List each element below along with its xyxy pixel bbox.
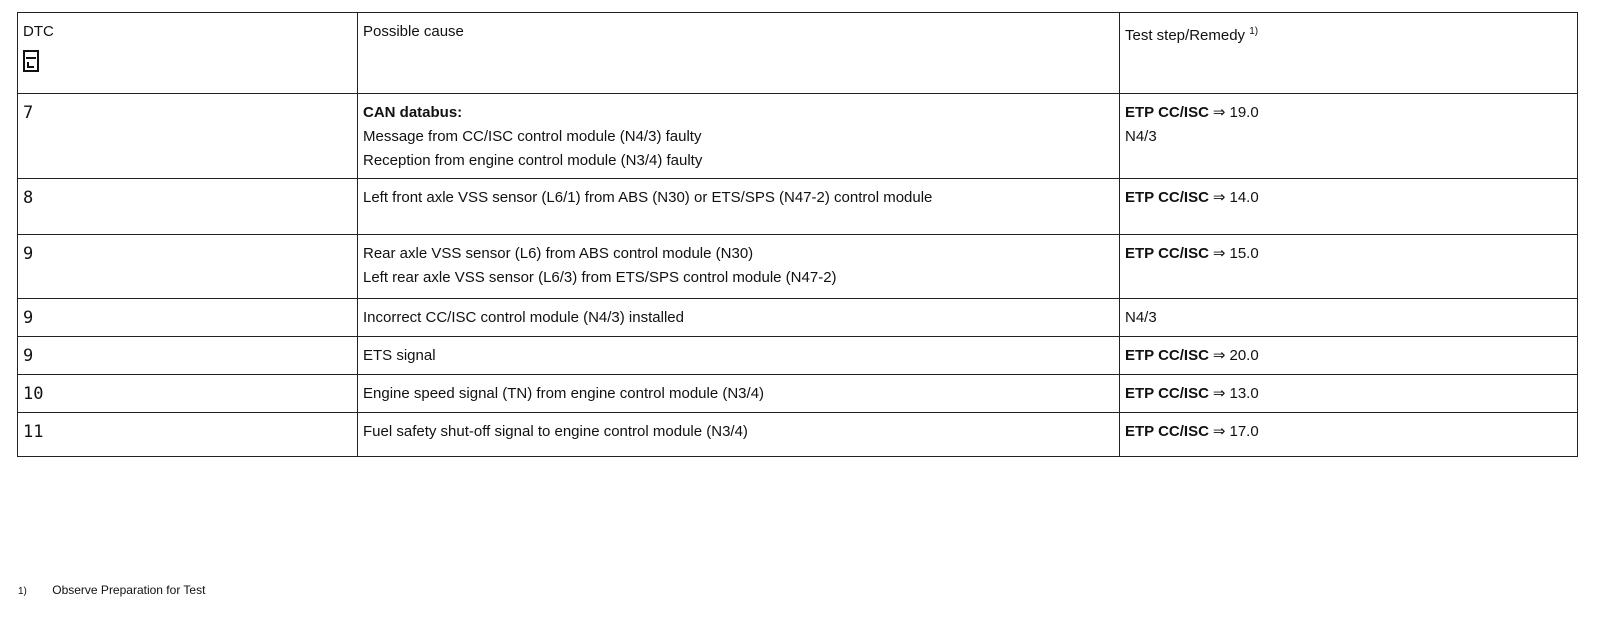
- cause-title: CAN databus:: [363, 104, 463, 121]
- cause-line: Left front axle VSS sensor (L6/1) from ABS (N30) or ETS/SPS (N47-2) control module: [363, 189, 933, 206]
- double-arrow-right-icon: ⇒: [1212, 385, 1226, 402]
- cause-line: Left rear axle VSS sensor (L6/3) from ETS/SPS control module (N47-2): [363, 269, 837, 286]
- remedy-step-line: [1125, 382, 1572, 406]
- double-arrow-right-icon: ⇒: [1212, 347, 1226, 364]
- cause-line: Reception from engine control module (N3/4) faulty: [363, 152, 703, 169]
- remedy-step-number: 19.0: [1229, 104, 1259, 121]
- dtc-code: 11: [23, 422, 44, 442]
- remedy-step-number: 17.0: [1229, 423, 1259, 440]
- header-cause: [358, 13, 1120, 94]
- remedy-label: ETP CC/ISC: [1125, 189, 1209, 206]
- footnote-text: Observe Preparation for Test: [52, 583, 206, 597]
- remedy-step-line: [1125, 242, 1572, 266]
- header-remedy: [1120, 13, 1578, 94]
- table-row: [18, 299, 1578, 337]
- dtc-cell: [18, 413, 358, 457]
- remedy-cell: [1120, 413, 1578, 457]
- table-header-row: [18, 13, 1578, 94]
- remedy-step-number: 15.0: [1229, 245, 1259, 262]
- remedy-step-number: 20.0: [1229, 347, 1259, 364]
- remedy-step-line: [1125, 344, 1572, 368]
- footnote: [18, 583, 205, 597]
- table-row: [18, 235, 1578, 299]
- remedy-label: ETP CC/ISC: [1125, 245, 1209, 262]
- dtc-code: 9: [23, 244, 34, 264]
- cause-line: Fuel safety shut-off signal to engine control module (N3/4): [363, 423, 748, 440]
- remedy-label: ETP CC/ISC: [1125, 385, 1209, 402]
- double-arrow-right-icon: ⇒: [1212, 104, 1226, 121]
- cause-line: Message from CC/ISC control module (N4/3) faulty: [363, 128, 702, 145]
- cause-line: ETS signal: [363, 347, 436, 364]
- dtc-code: 8: [23, 188, 34, 208]
- cause-line: Engine speed signal (TN) from engine control module (N3/4): [363, 385, 765, 402]
- remedy-cell: [1120, 375, 1578, 413]
- table-row: [18, 375, 1578, 413]
- remedy-cell: [1120, 94, 1578, 179]
- remedy-label: ETP CC/ISC: [1125, 347, 1209, 364]
- remedy-label: ETP CC/ISC: [1125, 423, 1209, 440]
- table-row: [18, 413, 1578, 457]
- remedy-cell: [1120, 179, 1578, 235]
- dtc-cell: [18, 235, 358, 299]
- dtc-code: 9: [23, 308, 34, 328]
- cause-line: Incorrect CC/ISC control module (N4/3) installed: [363, 309, 684, 326]
- remedy-cell: [1120, 235, 1578, 299]
- remedy-step-line: [1125, 420, 1572, 444]
- double-arrow-right-icon: ⇒: [1212, 423, 1226, 440]
- remedy-step-number: 13.0: [1229, 385, 1259, 402]
- cause-cell: [358, 94, 1120, 179]
- dtc-cell: [18, 94, 358, 179]
- cause-cell: [358, 299, 1120, 337]
- cause-cell: [358, 337, 1120, 375]
- dtc-cell: [18, 179, 358, 235]
- dtc-cell: [18, 375, 358, 413]
- table-row: [18, 179, 1578, 235]
- header-dtc: [18, 13, 358, 94]
- double-arrow-right-icon: ⇒: [1212, 189, 1226, 206]
- header-cause-label: Possible cause: [363, 23, 464, 40]
- cause-cell: [358, 375, 1120, 413]
- remedy-step-line: [1125, 186, 1572, 210]
- remedy-cell: [1120, 299, 1578, 337]
- table-row: [18, 337, 1578, 375]
- remedy-step-line: [1125, 101, 1572, 125]
- header-remedy-label: Test step/Remedy: [1125, 27, 1246, 44]
- dtc-readout-icon: [23, 50, 39, 72]
- dtc-code: 10: [23, 384, 44, 404]
- remedy-label: ETP CC/ISC: [1125, 104, 1209, 121]
- dtc-table: [17, 12, 1578, 457]
- footnote-mark: 1): [18, 586, 27, 597]
- remedy-module-ref: N4/3: [1125, 309, 1157, 326]
- table-row: [18, 94, 1578, 179]
- cause-cell: [358, 235, 1120, 299]
- remedy-step-number: 14.0: [1229, 189, 1259, 206]
- cause-cell: [358, 179, 1120, 235]
- dtc-code: 7: [23, 103, 34, 123]
- dtc-code: 9: [23, 346, 34, 366]
- remedy-module-ref: N4/3: [1125, 128, 1157, 145]
- cause-cell: [358, 413, 1120, 457]
- cause-line: Rear axle VSS sensor (L6) from ABS control module (N30): [363, 245, 754, 262]
- dtc-cell: [18, 337, 358, 375]
- double-arrow-right-icon: ⇒: [1212, 245, 1226, 262]
- remedy-cell: [1120, 337, 1578, 375]
- header-dtc-label: DTC: [23, 23, 54, 40]
- dtc-cell: [18, 299, 358, 337]
- header-remedy-footnote-mark: 1): [1249, 26, 1259, 37]
